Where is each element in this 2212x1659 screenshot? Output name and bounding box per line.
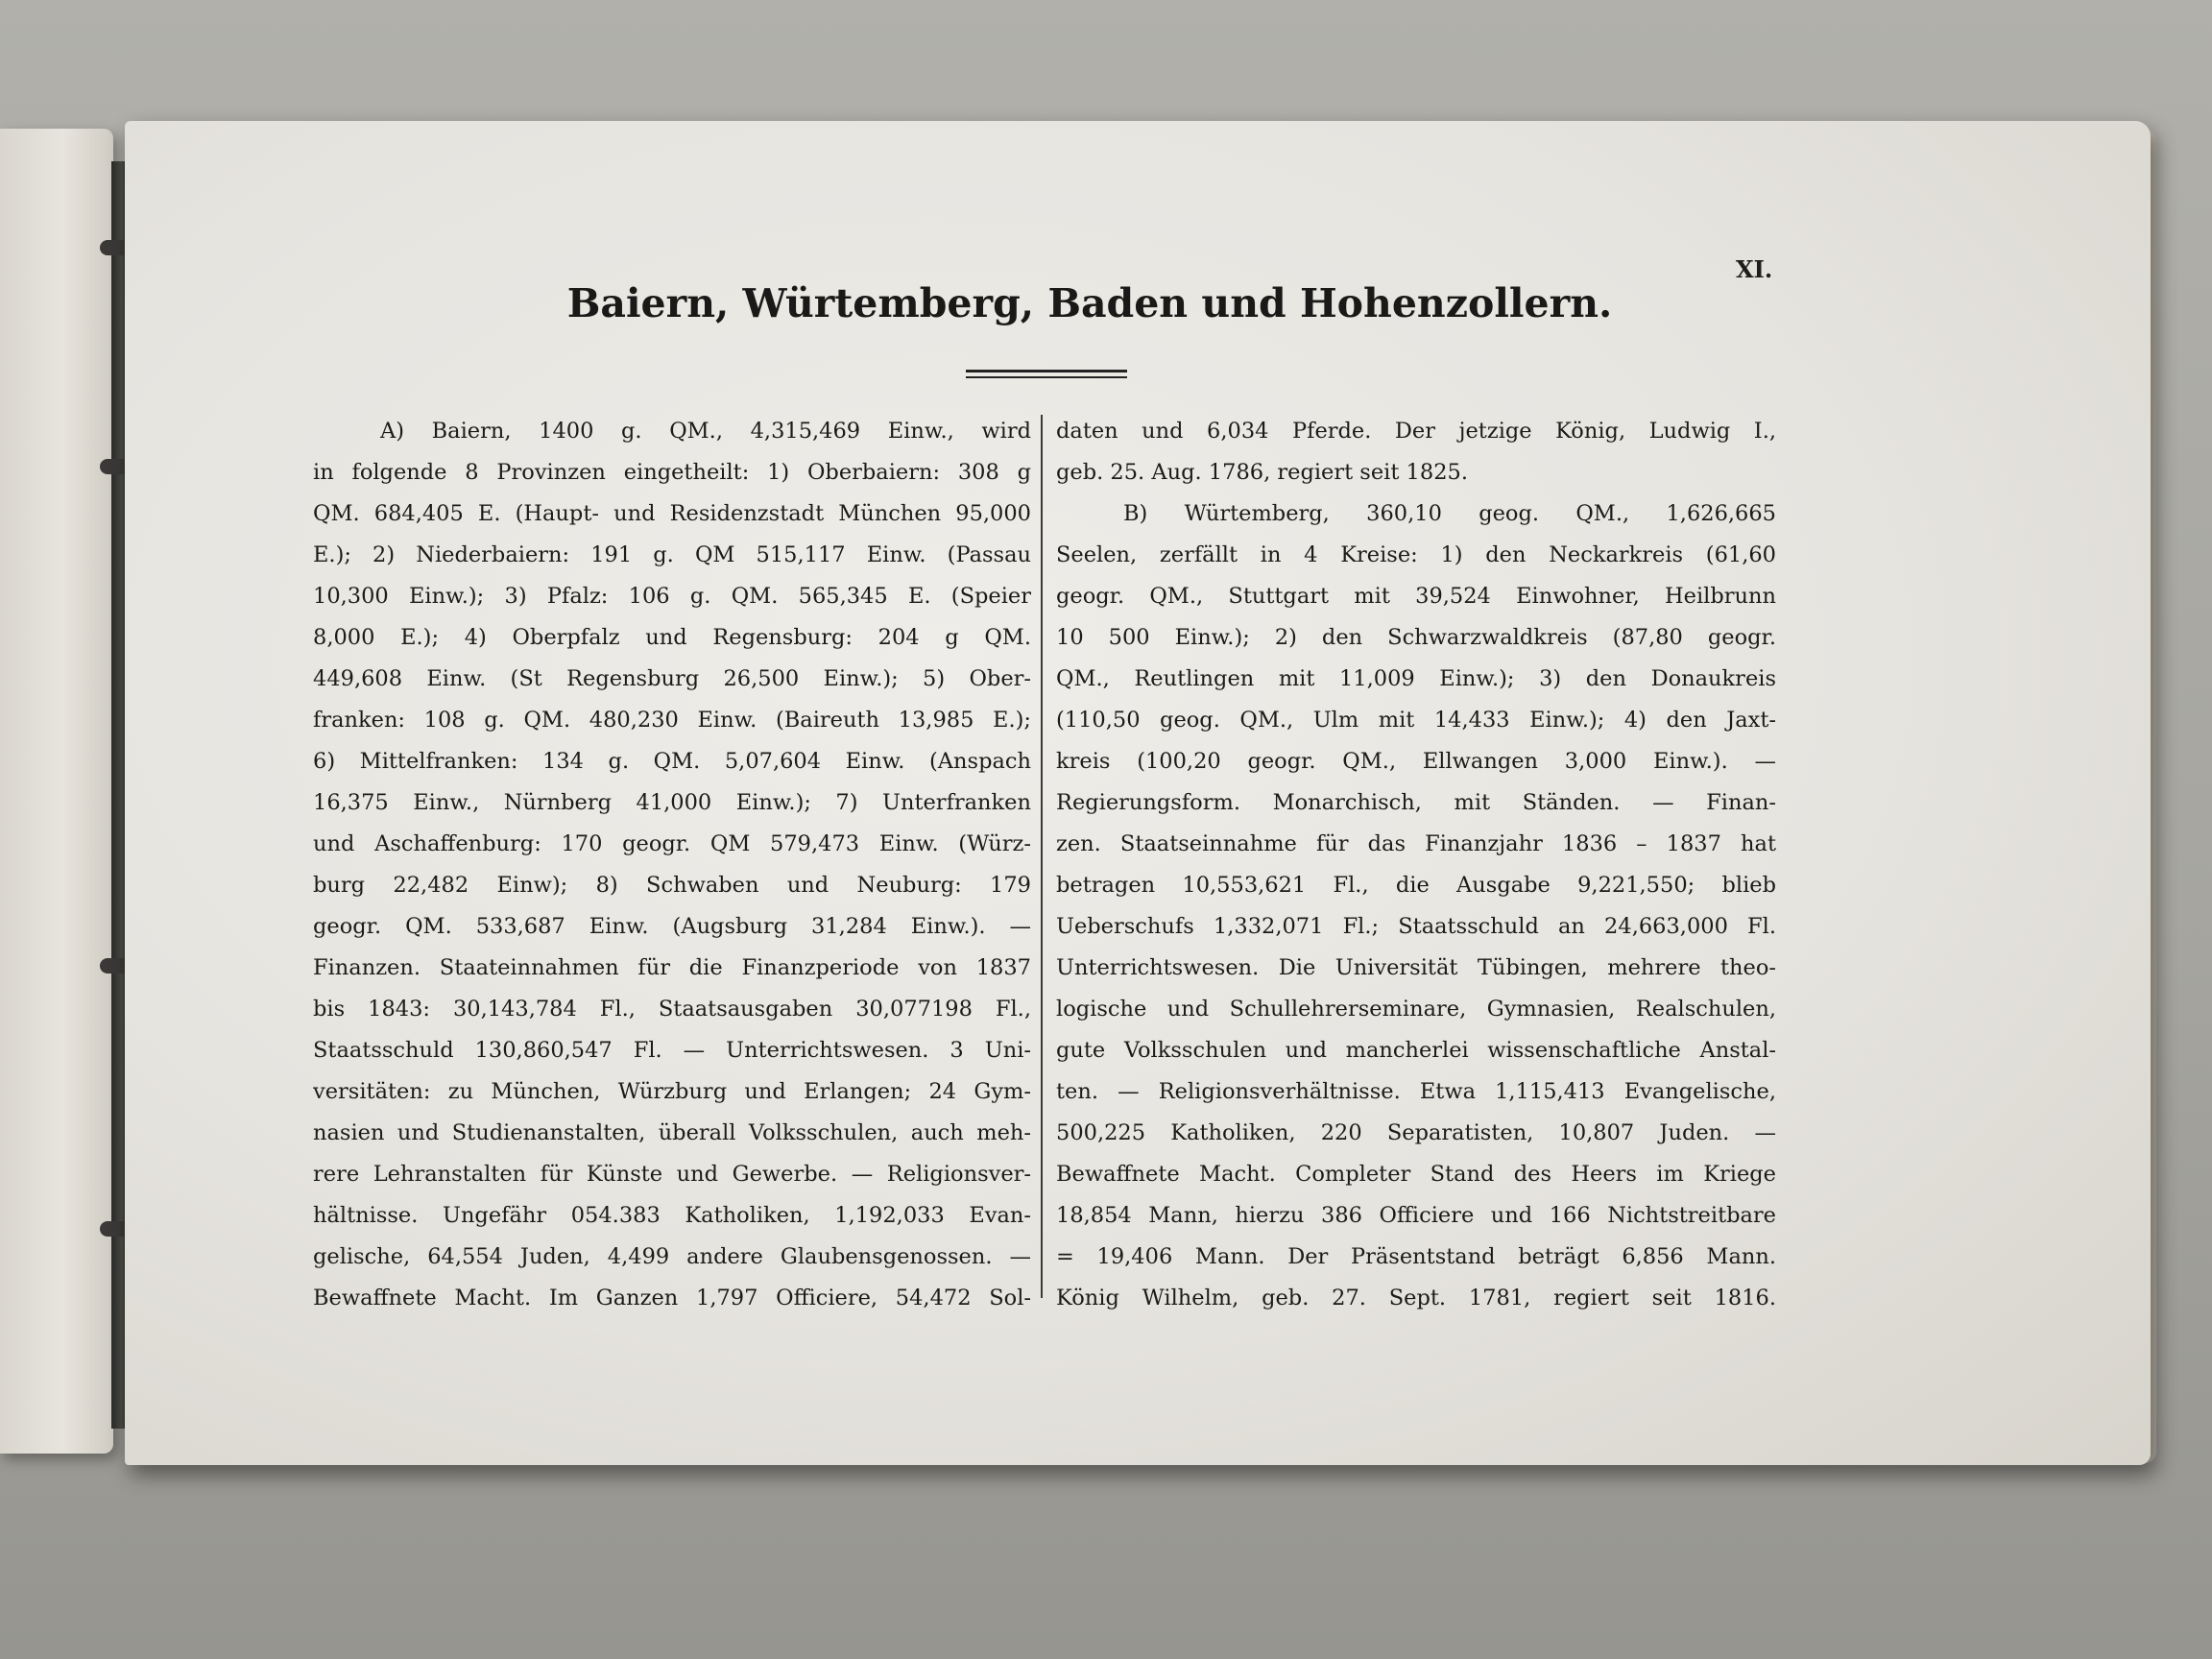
text-line: 449,608 Einw. (St Regensburg 26,500 Einw.); 5) Ober- xyxy=(313,666,1031,691)
text-line: = 19,406 Mann. Der Präsentstand beträgt 6,856 Mann. xyxy=(1056,1244,1776,1269)
text-line: (110,50 geog. QM., Ulm mit 14,433 Einw.); 4) den Jaxt- xyxy=(1056,708,1776,733)
text-line: A) Baiern, 1400 g. QM., 4,315,469 Einw., wird xyxy=(380,419,1031,444)
text-line: betragen 10,553,621 Fl., die Ausgabe 9,221,550; blieb xyxy=(1056,873,1776,898)
text-line: König Wilhelm, geb. 27. Sept. 1781, regiert seit 1816. xyxy=(1056,1286,1776,1310)
text-line: franken: 108 g. QM. 480,230 Einw. (Baireuth 13,985 E.); xyxy=(313,708,1031,733)
page-number: XI. xyxy=(1736,255,1773,283)
text-line: 16,375 Einw., Nürnberg 41,000 Einw.); 7) Unterfranken xyxy=(313,790,1031,815)
text-line: kreis (100,20 geogr. QM., Ellwangen 3,000 Einw.). — xyxy=(1056,749,1776,774)
text-line: versitäten: zu München, Würzburg und Erlangen; 24 Gym- xyxy=(313,1079,1031,1104)
text-line: gute Volksschulen und mancherlei wissenschaftliche Anstal- xyxy=(1056,1038,1776,1063)
previous-page-leaf xyxy=(0,129,113,1454)
text-line: und Aschaffenburg: 170 geogr. QM 579,473 Einw. (Würz- xyxy=(313,831,1031,856)
text-line: zen. Staatseinnahme für das Finanzjahr 1836 – 1837 hat xyxy=(1056,831,1776,856)
text-line: 6) Mittelfranken: 134 g. QM. 5,07,604 Einw. (Anspach xyxy=(313,749,1031,774)
text-line: Bewaffnete Macht. Completer Stand des Heers im Kriege xyxy=(1056,1162,1776,1187)
text-line: ten. — Religionsverhältnisse. Etwa 1,115,413 Evangelische, xyxy=(1056,1079,1776,1104)
text-line: 500,225 Katholiken, 220 Separatisten, 10,807 Juden. — xyxy=(1056,1120,1776,1145)
text-line: Ueberschufs 1,332,071 Fl.; Staatsschuld an 24,663,000 Fl. xyxy=(1056,914,1776,939)
left-text-column xyxy=(313,411,1031,1319)
text-line: QM., Reutlingen mit 11,009 Einw.); 3) den Donaukreis xyxy=(1056,666,1776,691)
text-line: burg 22,482 Einw); 8) Schwaben und Neuburg: 179 xyxy=(313,873,1031,898)
text-line: 18,854 Mann, hierzu 386 Officiere und 166 Nichtstreitbare xyxy=(1056,1203,1776,1228)
text-line: rere Lehranstalten für Künste und Gewerbe. — Religionsver- xyxy=(313,1162,1031,1187)
text-line: QM. 684,405 E. (Haupt- und Residenzstadt München 95,000 xyxy=(313,501,1031,526)
text-line: Regierungsform. Monarchisch, mit Ständen. — Finan- xyxy=(1056,790,1776,815)
page-title: Baiern, Würtemberg, Baden und Hohenzollern. xyxy=(566,280,1613,326)
text-line: nasien und Studienanstalten, überall Volksschulen, auch meh- xyxy=(313,1120,1031,1145)
text-line: gelische, 64,554 Juden, 4,499 andere Glaubensgenossen. — xyxy=(313,1244,1031,1269)
text-line: geb. 25. Aug. 1786, regiert seit 1825. xyxy=(1056,460,1468,485)
text-line: hältnisse. Ungefähr 054.383 Katholiken, 1,192,033 Evan- xyxy=(313,1203,1031,1228)
text-line: Finanzen. Staateinnahmen für die Finanzperiode von 1837 xyxy=(313,955,1031,980)
text-line: E.); 2) Niederbaiern: 191 g. QM 515,117 Einw. (Passau xyxy=(313,542,1031,567)
text-line: 8,000 E.); 4) Oberpfalz und Regensburg: 204 g QM. xyxy=(313,625,1031,650)
text-line: 10,300 Einw.); 3) Pfalz: 106 g. QM. 565,345 E. (Speier xyxy=(313,584,1031,609)
title-ornament xyxy=(966,370,1127,378)
text-line: bis 1843: 30,143,784 Fl., Staatsausgaben 30,077198 Fl., xyxy=(313,997,1031,1022)
text-line: 10 500 Einw.); 2) den Schwarzwaldkreis (87,80 geogr. xyxy=(1056,625,1776,650)
column-divider xyxy=(1041,415,1043,1298)
text-line: B) Würtemberg, 360,10 geog. QM., 1,626,665 xyxy=(1123,501,1776,526)
text-line: Seelen, zerfällt in 4 Kreise: 1) den Neckarkreis (61,60 xyxy=(1056,542,1776,567)
text-line: Unterrichtswesen. Die Universität Tübingen, mehrere theo- xyxy=(1056,955,1776,980)
text-line: logische und Schullehrerseminare, Gymnasien, Realschulen, xyxy=(1056,997,1776,1022)
text-line: geogr. QM. 533,687 Einw. (Augsburg 31,284 Einw.). — xyxy=(313,914,1031,939)
text-line: geogr. QM., Stuttgart mit 39,524 Einwohner, Heilbrunn xyxy=(1056,584,1776,609)
right-text-column xyxy=(1056,411,1776,1319)
text-line: Staatsschuld 130,860,547 Fl. — Unterrichtswesen. 3 Uni- xyxy=(313,1038,1031,1063)
text-line: Bewaffnete Macht. Im Ganzen 1,797 Officiere, 54,472 Sol- xyxy=(313,1286,1031,1310)
text-line: in folgende 8 Provinzen eingetheilt: 1) Oberbaiern: 308 g xyxy=(313,460,1031,485)
text-line: daten und 6,034 Pferde. Der jetzige König, Ludwig I., xyxy=(1056,419,1776,444)
